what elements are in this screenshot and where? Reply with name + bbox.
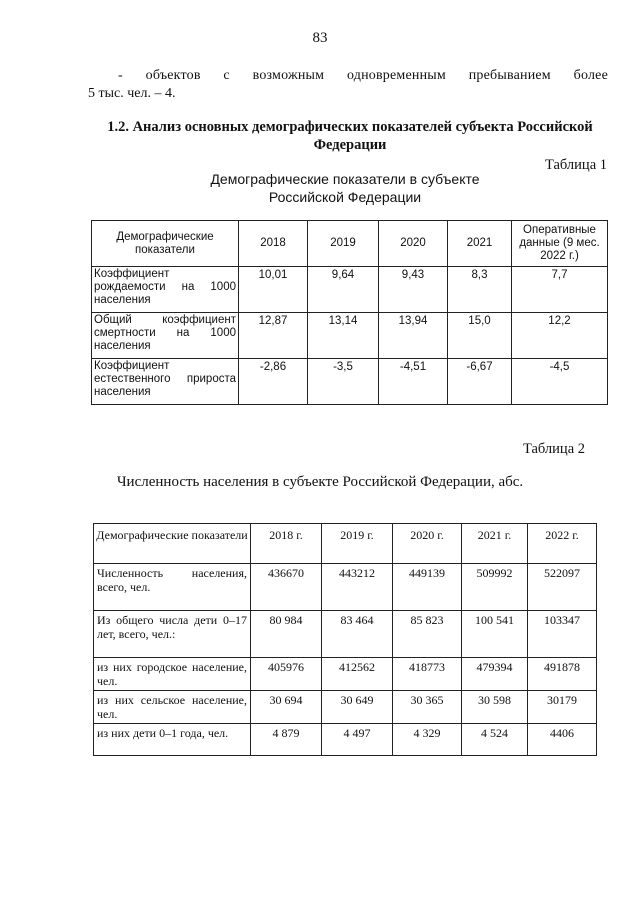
table-header-cell: 2019 г. [322,524,393,564]
table-header-cell: 2018 [239,221,308,267]
table-cell: 7,7 [512,267,608,313]
table-row [94,658,597,691]
table-cell: 412562 [322,658,393,691]
table-row-label: Численность населения, всего, чел. [94,564,251,611]
table-row-label: из них сельское население, чел. [94,691,251,724]
table-cell: 30 365 [393,691,462,724]
table-cell: 491878 [528,658,597,691]
table-header-cell: Демографические показатели [94,524,251,564]
table-cell: 443212 [322,564,393,611]
table-cell: 30 598 [462,691,528,724]
table-cell: -3,5 [308,359,379,405]
table-cell: 9,64 [308,267,379,313]
table-cell: 405976 [251,658,322,691]
table-cell: 8,3 [448,267,512,313]
table-header-cell: 2018 г. [251,524,322,564]
table-cell: 479394 [462,658,528,691]
table-row-label: из них городское население, чел. [94,658,251,691]
table-cell: 30179 [528,691,597,724]
table-row [94,691,597,724]
table-cell: 13,94 [379,313,448,359]
table1-title [200,170,490,206]
table-cell: 15,0 [448,313,512,359]
table-row [94,611,597,658]
table-row-label: Из общего числа дети 0–17 лет, всего, чел.: [94,611,251,658]
table-cell: 85 823 [393,611,462,658]
table1-label: Таблица 1 [544,157,607,173]
intro-line-1: - объектов с возможным одновременным пребыванием более [118,68,608,83]
table-cell: -4,5 [512,359,608,405]
table-row [94,724,597,756]
table-cell: 4 879 [251,724,322,756]
table-row-label: из них дети 0–1 года, чел. [94,724,251,756]
table-cell: 103347 [528,611,597,658]
table-header-cell: 2022 г. [528,524,597,564]
population-table [93,523,597,756]
table-header-cell: Демографические показатели [92,221,239,267]
table-header-row [92,221,608,267]
table2-label: Таблица 2 [522,441,585,457]
table-row [94,564,597,611]
table-row-label: Коэффициент рождаемости на 1000 населения [92,267,239,313]
table-cell: -4,51 [379,359,448,405]
table-cell: 4 497 [322,724,393,756]
intro-line-2: 5 тыс. чел. – 4. [88,86,176,101]
table-cell: 436670 [251,564,322,611]
table-cell: 30 694 [251,691,322,724]
table-header-cell: 2020 г. [393,524,462,564]
table2-title: Численность населения в субъекте Российской Федерации, абс. [116,474,524,490]
table-header-cell: 2020 [379,221,448,267]
table-header-cell: Оперативные данные (9 мес. 2022 г.) [512,221,608,267]
table-cell: -6,67 [448,359,512,405]
table-header-row [94,524,597,564]
table-row [92,267,608,313]
table-row [92,313,608,359]
table-cell: 13,14 [308,313,379,359]
table-cell: 509992 [462,564,528,611]
table-cell: 4 329 [393,724,462,756]
table-cell: 80 984 [251,611,322,658]
section-heading [90,118,610,154]
table-cell: 9,43 [379,267,448,313]
section-heading-line-1: 1.2. Анализ основных демографических показателей субъекта Российской [107,119,593,135]
table-cell: 418773 [393,658,462,691]
table-cell: -2,86 [239,359,308,405]
section-heading-line-2: Федерации [313,137,387,153]
table-cell: 12,87 [239,313,308,359]
table1-title-line-1: Демографические показатели в субъекте [210,171,480,187]
table-cell: 522097 [528,564,597,611]
table-row [92,359,608,405]
table-row-label: Коэффициент естественного прироста населения [92,359,239,405]
table-cell: 100 541 [462,611,528,658]
table-header-cell: 2021 [448,221,512,267]
table-cell: 4 524 [462,724,528,756]
table-cell: 83 464 [322,611,393,658]
table-cell: 10,01 [239,267,308,313]
table-cell: 30 649 [322,691,393,724]
table-cell: 4406 [528,724,597,756]
table-row-label: Общий коэффициент смертности на 1000 населения [92,313,239,359]
demographic-indicators-table [91,220,608,405]
table-cell: 449139 [393,564,462,611]
table-header-cell: 2019 [308,221,379,267]
page-number: 83 [312,30,328,46]
table1-title-line-2: Российской Федерации [268,189,422,205]
table-header-cell: 2021 г. [462,524,528,564]
table-cell: 12,2 [512,313,608,359]
